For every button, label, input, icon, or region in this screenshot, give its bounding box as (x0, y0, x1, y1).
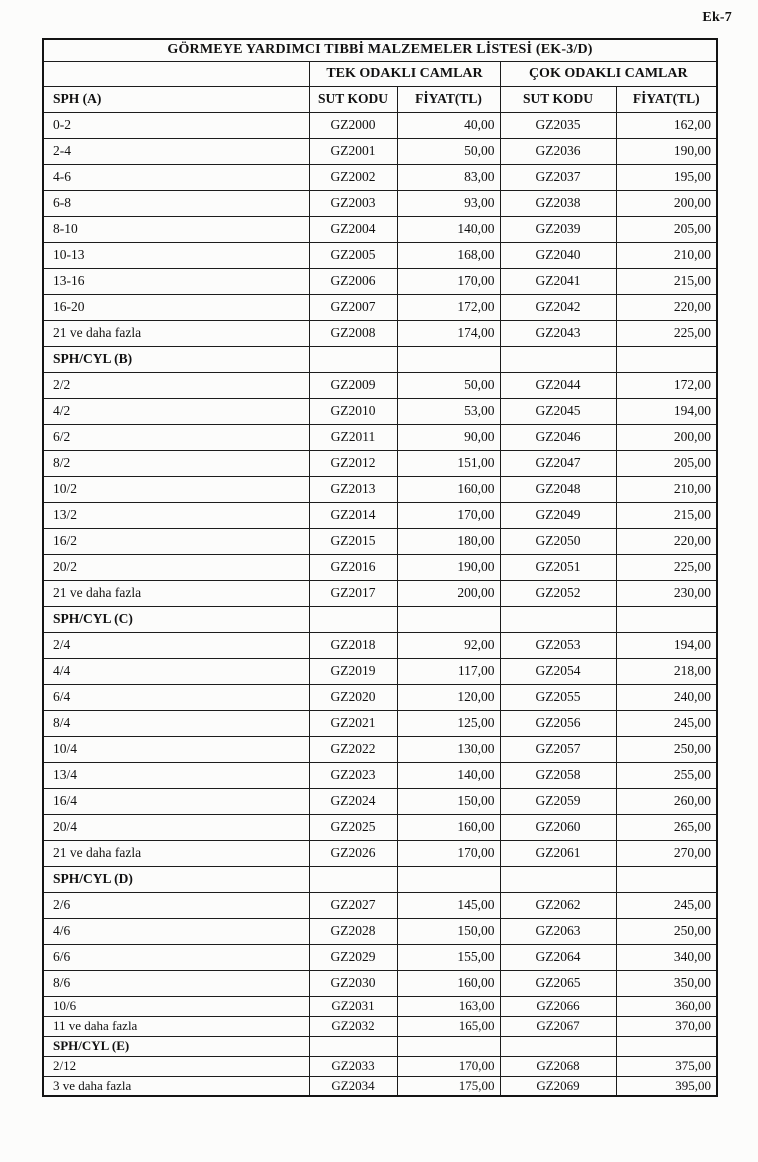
group-header-tek-odakli: TEK ODAKLI CAMLAR (309, 61, 500, 86)
row-label-cell: 13-16 (43, 268, 309, 294)
cok-sut-kodu-cell: GZ2043 (500, 320, 616, 346)
empty-cell (397, 1036, 500, 1056)
cok-sut-kodu-cell: GZ2053 (500, 632, 616, 658)
table-row (43, 216, 717, 242)
row-label-cell: 13/4 (43, 762, 309, 788)
tek-sut-kodu-cell: GZ2016 (309, 554, 397, 580)
cok-sut-kodu-cell: GZ2039 (500, 216, 616, 242)
row-label-cell: 6-8 (43, 190, 309, 216)
cok-fiyat-cell: 230,00 (616, 580, 717, 606)
tek-fiyat-cell: 175,00 (397, 1076, 500, 1096)
cok-fiyat-cell: 395,00 (616, 1076, 717, 1096)
table-row (43, 1016, 717, 1036)
table-row (43, 372, 717, 398)
tek-sut-kodu-cell: GZ2018 (309, 632, 397, 658)
empty-cell (500, 346, 616, 372)
table-row (43, 840, 717, 866)
group-header-row (43, 61, 717, 86)
tek-fiyat-cell: 40,00 (397, 112, 500, 138)
table-row (43, 112, 717, 138)
empty-cell (309, 866, 397, 892)
table-row (43, 736, 717, 762)
empty-corner-cell (43, 61, 309, 86)
tek-sut-kodu-cell: GZ2011 (309, 424, 397, 450)
row-label-cell: 16/4 (43, 788, 309, 814)
tek-fiyat-cell: 83,00 (397, 164, 500, 190)
table-row (43, 268, 717, 294)
cok-fiyat-cell: 205,00 (616, 216, 717, 242)
cok-fiyat-cell: 220,00 (616, 528, 717, 554)
row-label-cell: 0-2 (43, 112, 309, 138)
row-label-cell: 10/2 (43, 476, 309, 502)
column-header-fiyat-cok: FİYAT(TL) (616, 86, 717, 112)
tek-fiyat-cell: 165,00 (397, 1016, 500, 1036)
empty-cell (616, 606, 717, 632)
column-header-row (43, 86, 717, 112)
tek-sut-kodu-cell: GZ2010 (309, 398, 397, 424)
cok-fiyat-cell: 240,00 (616, 684, 717, 710)
cok-sut-kodu-cell: GZ2064 (500, 944, 616, 970)
cok-sut-kodu-cell: GZ2056 (500, 710, 616, 736)
table-row (43, 294, 717, 320)
cok-sut-kodu-cell: GZ2037 (500, 164, 616, 190)
tek-fiyat-cell: 200,00 (397, 580, 500, 606)
tek-fiyat-cell: 170,00 (397, 268, 500, 294)
tek-fiyat-cell: 170,00 (397, 1056, 500, 1076)
cok-sut-kodu-cell: GZ2065 (500, 970, 616, 996)
table-row (43, 580, 717, 606)
cok-fiyat-cell: 350,00 (616, 970, 717, 996)
table-row (43, 242, 717, 268)
tek-sut-kodu-cell: GZ2015 (309, 528, 397, 554)
empty-cell (309, 346, 397, 372)
column-header-sut-kodu-tek: SUT KODU (309, 86, 397, 112)
table-row (43, 788, 717, 814)
row-label-cell: 8-10 (43, 216, 309, 242)
row-label-cell: 6/4 (43, 684, 309, 710)
cok-fiyat-cell: 270,00 (616, 840, 717, 866)
cok-fiyat-cell: 218,00 (616, 658, 717, 684)
tek-fiyat-cell: 151,00 (397, 450, 500, 476)
row-label-cell: 10/4 (43, 736, 309, 762)
tek-sut-kodu-cell: GZ2007 (309, 294, 397, 320)
tek-sut-kodu-cell: GZ2026 (309, 840, 397, 866)
cok-fiyat-cell: 200,00 (616, 190, 717, 216)
tek-fiyat-cell: 50,00 (397, 138, 500, 164)
cok-fiyat-cell: 215,00 (616, 268, 717, 294)
tek-sut-kodu-cell: GZ2020 (309, 684, 397, 710)
table-row (43, 528, 717, 554)
row-label-cell: 16/2 (43, 528, 309, 554)
cok-sut-kodu-cell: GZ2040 (500, 242, 616, 268)
table-row (43, 164, 717, 190)
row-label-cell: 13/2 (43, 502, 309, 528)
table-row (43, 476, 717, 502)
cok-fiyat-cell: 162,00 (616, 112, 717, 138)
tek-fiyat-cell: 130,00 (397, 736, 500, 762)
tek-sut-kodu-cell: GZ2033 (309, 1056, 397, 1076)
tek-sut-kodu-cell: GZ2001 (309, 138, 397, 164)
tek-sut-kodu-cell: GZ2029 (309, 944, 397, 970)
tek-sut-kodu-cell: GZ2017 (309, 580, 397, 606)
table-row (43, 970, 717, 996)
cok-sut-kodu-cell: GZ2047 (500, 450, 616, 476)
cok-fiyat-cell: 220,00 (616, 294, 717, 320)
tek-sut-kodu-cell: GZ2005 (309, 242, 397, 268)
cok-sut-kodu-cell: GZ2036 (500, 138, 616, 164)
tek-fiyat-cell: 150,00 (397, 918, 500, 944)
table-row (43, 190, 717, 216)
row-label-cell: 20/2 (43, 554, 309, 580)
table-row (43, 1076, 717, 1096)
group-header-cok-odakli: ÇOK ODAKLI CAMLAR (500, 61, 717, 86)
cok-fiyat-cell: 190,00 (616, 138, 717, 164)
cok-fiyat-cell: 225,00 (616, 554, 717, 580)
cok-sut-kodu-cell: GZ2068 (500, 1056, 616, 1076)
tek-fiyat-cell: 170,00 (397, 502, 500, 528)
row-label-cell: 2/12 (43, 1056, 309, 1076)
tek-fiyat-cell: 140,00 (397, 762, 500, 788)
row-label-cell: 2-4 (43, 138, 309, 164)
cok-sut-kodu-cell: GZ2042 (500, 294, 616, 320)
cok-fiyat-cell: 265,00 (616, 814, 717, 840)
cok-fiyat-cell: 375,00 (616, 1056, 717, 1076)
table-row (43, 710, 717, 736)
row-label-cell: 6/2 (43, 424, 309, 450)
tek-fiyat-cell: 163,00 (397, 996, 500, 1016)
cok-sut-kodu-cell: GZ2045 (500, 398, 616, 424)
row-label-cell: 8/4 (43, 710, 309, 736)
tek-sut-kodu-cell: GZ2019 (309, 658, 397, 684)
cok-fiyat-cell: 172,00 (616, 372, 717, 398)
cok-fiyat-cell: 370,00 (616, 1016, 717, 1036)
tek-sut-kodu-cell: GZ2031 (309, 996, 397, 1016)
section-header-cell: SPH/CYL (B) (43, 346, 309, 372)
cok-sut-kodu-cell: GZ2057 (500, 736, 616, 762)
table-row (43, 632, 717, 658)
cok-fiyat-cell: 250,00 (616, 736, 717, 762)
tek-sut-kodu-cell: GZ2012 (309, 450, 397, 476)
row-label-cell: 2/6 (43, 892, 309, 918)
tek-fiyat-cell: 140,00 (397, 216, 500, 242)
cok-sut-kodu-cell: GZ2051 (500, 554, 616, 580)
cok-sut-kodu-cell: GZ2044 (500, 372, 616, 398)
cok-fiyat-cell: 200,00 (616, 424, 717, 450)
cok-sut-kodu-cell: GZ2052 (500, 580, 616, 606)
tek-fiyat-cell: 174,00 (397, 320, 500, 346)
tek-sut-kodu-cell: GZ2002 (309, 164, 397, 190)
table-row (43, 658, 717, 684)
cok-fiyat-cell: 340,00 (616, 944, 717, 970)
column-header-fiyat-tek: FİYAT(TL) (397, 86, 500, 112)
table-row (43, 424, 717, 450)
cok-fiyat-cell: 215,00 (616, 502, 717, 528)
cok-fiyat-cell: 210,00 (616, 242, 717, 268)
empty-cell (397, 606, 500, 632)
tek-sut-kodu-cell: GZ2022 (309, 736, 397, 762)
cok-fiyat-cell: 245,00 (616, 892, 717, 918)
cok-sut-kodu-cell: GZ2054 (500, 658, 616, 684)
cok-fiyat-cell: 225,00 (616, 320, 717, 346)
tek-sut-kodu-cell: GZ2013 (309, 476, 397, 502)
price-table (42, 38, 718, 1097)
table-row (43, 762, 717, 788)
table-row (43, 502, 717, 528)
tek-sut-kodu-cell: GZ2006 (309, 268, 397, 294)
cok-sut-kodu-cell: GZ2035 (500, 112, 616, 138)
section-header-cell: SPH/CYL (C) (43, 606, 309, 632)
row-label-cell: 3 ve daha fazla (43, 1076, 309, 1096)
column-header-sph: SPH (A) (43, 86, 309, 112)
tek-fiyat-cell: 180,00 (397, 528, 500, 554)
row-label-cell: 21 ve daha fazla (43, 580, 309, 606)
cok-fiyat-cell: 360,00 (616, 996, 717, 1016)
row-label-cell: 10-13 (43, 242, 309, 268)
table-row (43, 554, 717, 580)
cok-fiyat-cell: 250,00 (616, 918, 717, 944)
row-label-cell: 4/2 (43, 398, 309, 424)
tek-fiyat-cell: 50,00 (397, 372, 500, 398)
row-label-cell: 4/6 (43, 918, 309, 944)
table-row (43, 138, 717, 164)
tek-fiyat-cell: 160,00 (397, 814, 500, 840)
section-header-row (43, 346, 717, 372)
cok-fiyat-cell: 205,00 (616, 450, 717, 476)
page-corner-label: Ek-7 (702, 10, 732, 25)
tek-fiyat-cell: 145,00 (397, 892, 500, 918)
cok-sut-kodu-cell: GZ2069 (500, 1076, 616, 1096)
empty-cell (397, 346, 500, 372)
empty-cell (500, 1036, 616, 1056)
cok-sut-kodu-cell: GZ2058 (500, 762, 616, 788)
cok-sut-kodu-cell: GZ2066 (500, 996, 616, 1016)
section-header-cell: SPH/CYL (D) (43, 866, 309, 892)
cok-fiyat-cell: 194,00 (616, 632, 717, 658)
cok-sut-kodu-cell: GZ2060 (500, 814, 616, 840)
table-row (43, 892, 717, 918)
section-header-row (43, 606, 717, 632)
tek-sut-kodu-cell: GZ2000 (309, 112, 397, 138)
tek-fiyat-cell: 92,00 (397, 632, 500, 658)
row-label-cell: 6/6 (43, 944, 309, 970)
cok-fiyat-cell: 260,00 (616, 788, 717, 814)
tek-sut-kodu-cell: GZ2024 (309, 788, 397, 814)
cok-fiyat-cell: 245,00 (616, 710, 717, 736)
tek-sut-kodu-cell: GZ2004 (309, 216, 397, 242)
column-header-sut-kodu-cok: SUT KODU (500, 86, 616, 112)
cok-fiyat-cell: 194,00 (616, 398, 717, 424)
cok-sut-kodu-cell: GZ2041 (500, 268, 616, 294)
empty-cell (309, 1036, 397, 1056)
row-label-cell: 2/2 (43, 372, 309, 398)
row-label-cell: 16-20 (43, 294, 309, 320)
section-header-cell: SPH/CYL (E) (43, 1036, 309, 1056)
cok-fiyat-cell: 210,00 (616, 476, 717, 502)
tek-fiyat-cell: 120,00 (397, 684, 500, 710)
table-row (43, 814, 717, 840)
tek-fiyat-cell: 125,00 (397, 710, 500, 736)
row-label-cell: 4-6 (43, 164, 309, 190)
empty-cell (616, 1036, 717, 1056)
cok-sut-kodu-cell: GZ2055 (500, 684, 616, 710)
table-row (43, 320, 717, 346)
section-header-row (43, 866, 717, 892)
cok-sut-kodu-cell: GZ2067 (500, 1016, 616, 1036)
tek-fiyat-cell: 90,00 (397, 424, 500, 450)
tek-sut-kodu-cell: GZ2028 (309, 918, 397, 944)
tek-sut-kodu-cell: GZ2021 (309, 710, 397, 736)
tek-fiyat-cell: 93,00 (397, 190, 500, 216)
tek-sut-kodu-cell: GZ2008 (309, 320, 397, 346)
tek-sut-kodu-cell: GZ2030 (309, 970, 397, 996)
empty-cell (309, 606, 397, 632)
tek-fiyat-cell: 172,00 (397, 294, 500, 320)
cok-sut-kodu-cell: GZ2059 (500, 788, 616, 814)
tek-fiyat-cell: 53,00 (397, 398, 500, 424)
tek-fiyat-cell: 160,00 (397, 476, 500, 502)
cok-sut-kodu-cell: GZ2038 (500, 190, 616, 216)
empty-cell (397, 866, 500, 892)
empty-cell (500, 866, 616, 892)
cok-sut-kodu-cell: GZ2061 (500, 840, 616, 866)
tek-sut-kodu-cell: GZ2032 (309, 1016, 397, 1036)
empty-cell (616, 346, 717, 372)
tek-fiyat-cell: 168,00 (397, 242, 500, 268)
table-row (43, 944, 717, 970)
table-row (43, 996, 717, 1016)
tek-fiyat-cell: 150,00 (397, 788, 500, 814)
row-label-cell: 21 ve daha fazla (43, 840, 309, 866)
table-row (43, 450, 717, 476)
tek-fiyat-cell: 160,00 (397, 970, 500, 996)
table-row (43, 684, 717, 710)
row-label-cell: 10/6 (43, 996, 309, 1016)
cok-fiyat-cell: 255,00 (616, 762, 717, 788)
empty-cell (500, 606, 616, 632)
tek-sut-kodu-cell: GZ2023 (309, 762, 397, 788)
row-label-cell: 8/2 (43, 450, 309, 476)
row-label-cell: 21 ve daha fazla (43, 320, 309, 346)
cok-sut-kodu-cell: GZ2046 (500, 424, 616, 450)
tek-sut-kodu-cell: GZ2014 (309, 502, 397, 528)
cok-sut-kodu-cell: GZ2062 (500, 892, 616, 918)
empty-cell (616, 866, 717, 892)
tek-sut-kodu-cell: GZ2027 (309, 892, 397, 918)
tek-sut-kodu-cell: GZ2003 (309, 190, 397, 216)
table-body (43, 112, 717, 1096)
tek-fiyat-cell: 155,00 (397, 944, 500, 970)
cok-sut-kodu-cell: GZ2049 (500, 502, 616, 528)
tek-sut-kodu-cell: GZ2009 (309, 372, 397, 398)
tek-sut-kodu-cell: GZ2025 (309, 814, 397, 840)
tek-fiyat-cell: 190,00 (397, 554, 500, 580)
section-header-row (43, 1036, 717, 1056)
row-label-cell: 20/4 (43, 814, 309, 840)
cok-fiyat-cell: 195,00 (616, 164, 717, 190)
tek-fiyat-cell: 117,00 (397, 658, 500, 684)
row-label-cell: 4/4 (43, 658, 309, 684)
table-row (43, 1056, 717, 1076)
table-title-row (43, 39, 717, 61)
cok-sut-kodu-cell: GZ2063 (500, 918, 616, 944)
cok-sut-kodu-cell: GZ2048 (500, 476, 616, 502)
tek-fiyat-cell: 170,00 (397, 840, 500, 866)
table-row (43, 918, 717, 944)
cok-sut-kodu-cell: GZ2050 (500, 528, 616, 554)
row-label-cell: 11 ve daha fazla (43, 1016, 309, 1036)
tek-sut-kodu-cell: GZ2034 (309, 1076, 397, 1096)
table-row (43, 398, 717, 424)
row-label-cell: 8/6 (43, 970, 309, 996)
row-label-cell: 2/4 (43, 632, 309, 658)
table-title: GÖRMEYE YARDIMCI TIBBİ MALZEMELER LİSTESİ (EK-3/D) (43, 39, 717, 61)
